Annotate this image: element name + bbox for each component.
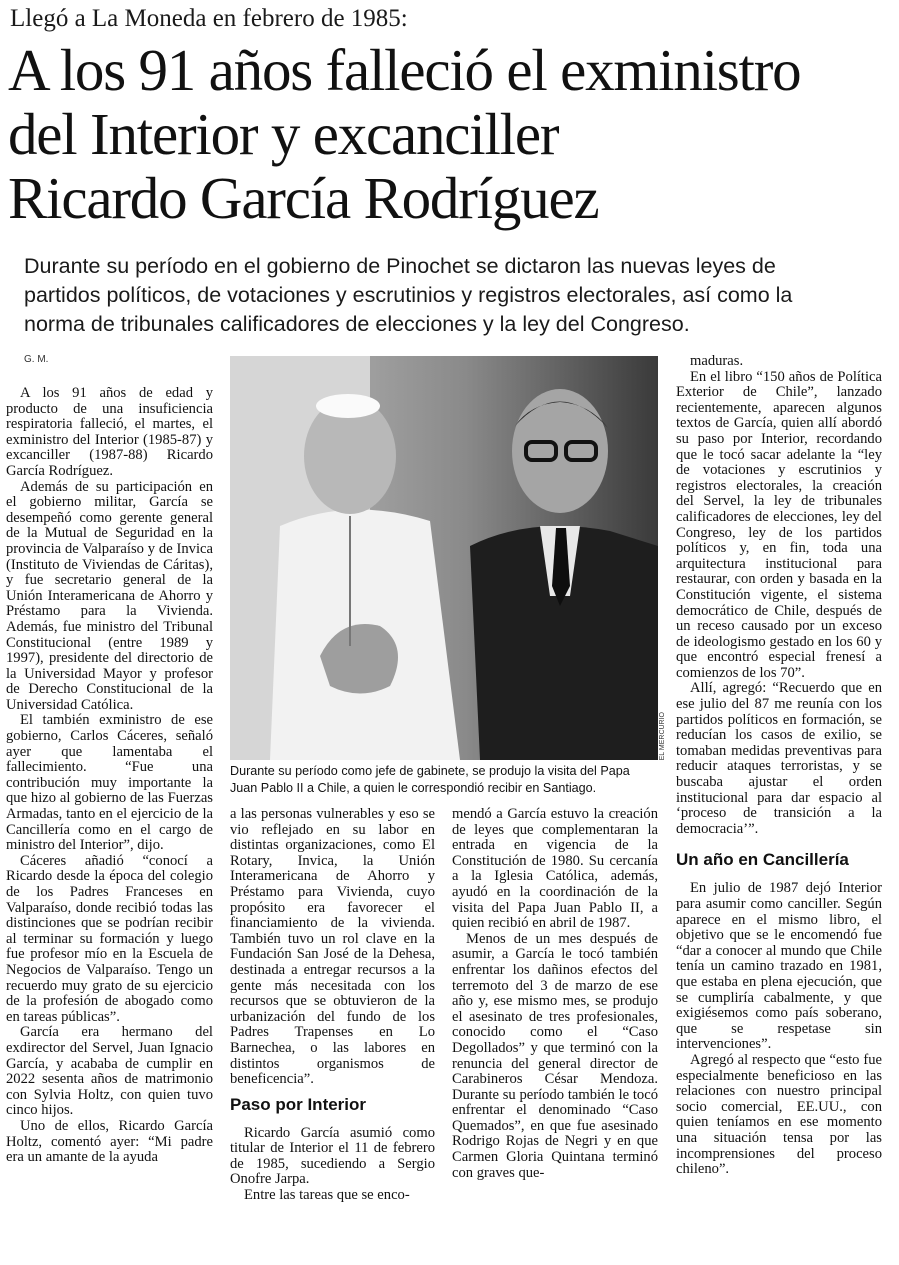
paragraph: Cáceres añadió “conocí a Ricardo desde la época del colegio de los Padres Franceses en Valparaíso, donde recibió todas las distinciones que se podrían recibir al terminar su formación y luego fue profesor mío en la Escuela de Negocios de Valparaíso. Tengo un recuerdo muy grato de su ejercicio de la profesión de abogado como en tareas públicas”.	[6, 852, 213, 1025]
column-1	[6, 386, 213, 1166]
paragraph: A los 91 años de edad y producto de una insuficiencia respiratoria falleció, el martes, el exministro del Interior (1985-87) y excanciller (1987-88) Ricardo García Rodríguez.	[6, 385, 213, 479]
column-3	[452, 807, 658, 1181]
deck-line: Durante su período en el gobierno de Pinochet se dictaron las nuevas leyes de	[24, 254, 776, 278]
news-photo	[230, 356, 658, 760]
headline-line: del Interior y excanciller	[8, 101, 559, 167]
paragraph: En julio de 1987 dejó Interior para asumir como canciller. Según aparece en el mismo libro, el objetivo que se le encomendó fue “dar a conocer al mundo que Chile tenía un camino trazado en 1981, que estaba en plena ejecución, que se cumpliría cabalmente, y que exigiésemos como país soberano, que se respetase sin intervenciones”.	[676, 880, 882, 1053]
deck-line: partidos políticos, de votaciones y escrutinios y registros electorales, así como la	[24, 283, 793, 307]
photo-caption: Durante su período como jefe de gabinete, se produjo la visita del Papa Juan Pablo II a Chile, a quien le correspondió recibir en Santiago.	[230, 764, 630, 795]
subhead-cancilleria: Un año en Cancillería	[676, 850, 849, 870]
deck-line: norma de tribunales calificadores de elecciones y la ley del Congreso.	[24, 312, 690, 336]
paragraph: Ricardo García asumió como titular de Interior el 11 de febrero de 1985, sucediendo a Sergio Onofre Jarpa.	[230, 1124, 435, 1188]
headline	[8, 38, 888, 230]
column-2	[230, 807, 435, 1204]
headline-line: Ricardo García Rodríguez	[8, 165, 599, 231]
subhead-interior: Paso por Interior	[230, 1094, 367, 1114]
paragraph: Allí, agregó: “Recuerdo que en ese julio del 87 me reunía con los partidos políticos en formación, se reducían los casos de exilio, se tomaban medidas preventivas para reducir ataques terroristas, y se buscaba ajustar el orden institucional para dar espacio al ‘proceso de transición a la democracia’”.	[676, 680, 882, 837]
paragraph: maduras.	[690, 353, 744, 369]
paragraph: García era hermano del exdirector del Servel, Juan Ignacio García, y acababa de cumplir en 2022 sesenta años de matrimonio con Sylvia Holtz, con quien tuvo cinco hijos.	[6, 1024, 213, 1119]
byline: G. M.	[24, 354, 49, 365]
paragraph: Entre las tareas que se enco-	[244, 1187, 410, 1204]
paragraph: Menos de un mes después de asumir, a García le tocó también enfrentar los dañinos efectos del terremoto del 3 de marzo de ese año y, ese mismo mes, se produjo el asesinato de tres profesionales, conocido como el “Caso Degollados” y que terminó con la renuncia del general director de Carabineros César Mendoza. Durante su período también le tocó enfrentar el denominado “Caso Quemados”, en que fue asesinado Rodrigo Rojas de Negri y en que Carmen Gloria Quintana terminó con graves que-	[452, 930, 658, 1181]
paragraph: El también exministro de ese gobierno, Carlos Cáceres, señaló ayer que lamentaba el fallecimiento. “Fue una contribución muy importante la que hizo al gobierno de las Fuerzas Armadas, tanto en el ejercicio de la Cancillería como en el cargo de ministro del Interior”, dijo.	[6, 712, 213, 854]
column-4	[676, 354, 882, 1178]
photo-illustration	[230, 356, 658, 760]
photo-credit: EL MERCURIO	[659, 712, 666, 761]
paragraph: Además de su participación en el gobierno militar, García se desempeñó como gerente general de la Mutual de Seguridad en la provincia de Valparaíso y de Invica (Instituto de Viviendas de Cáritas), y fue secretario general de la Unión Interamericana de Ahorro y Préstamo para la Vivienda. Además, fue ministro del Tribunal Constitucional (entre 1989 y 1997), presidente del directorio de la Universidad Mayor y profesor de Derecho Constitucional de la Universidad Católica.	[6, 478, 213, 713]
paragraph: En el libro “150 años de Política Exterior de Chile”, lanzado recientemente, aparecen algunos textos de García, quien allí abordó su paso por Interior, recordando que le tocó sacar adelante la “ley de votaciones y escrutinios y registros electorales, la creación del Servel, la ley de tribunales calificadores de elecciones, ley del Congreso, ley de los partidos políticos y, en fin, toda una arquitectura institucional para restaurar, con orden y basada en la Constitución vigente, el sistema democrático de Chile, después de un receso causado por un exceso de ideologismo gestado en los 60 y que encontró especial frenesí a comienzos de los 70”.	[676, 368, 882, 681]
kicker: Llegó a La Moneda en febrero de 1985:	[10, 5, 408, 32]
deck-summary	[24, 252, 874, 339]
paragraph: Agregó al respecto que “esto fue especialmente beneficioso en las relaciones con nuestro principal socio comercial, EE.UU., con quien teníamos en ese momento una situación tensa por las incomprensiones del proceso chileno”.	[676, 1051, 882, 1178]
paragraph: Uno de ellos, Ricardo García Holtz, comentó ayer: “Mi padre era un amante de la ayuda	[6, 1117, 213, 1166]
headline-line: A los 91 años falleció el exministro	[8, 37, 801, 103]
paragraph: a las personas vulnerables y eso se vio reflejado en su labor en distintas organizaciones, como El Rotary, Invica, la Unión Interamericana de Ahorro y Préstamo para Vivienda, cuyo propósito era favorecer el financiamiento de la vivienda. También tuvo un rol clave en la Fundación San José de la Dehesa, destinada a entregar recursos a la gente más necesitada con los recursos que se obtuvieron de la urbanización del fundo de los Padres Trapenses en Lo Barnechea, o las labores en distintos organismos de beneficencia”.	[230, 806, 435, 1088]
paragraph: mendó a García estuvo la creación de leyes que complementaran la entrada en vigencia de la Constitución de 1980. Su cercanía a la Iglesia Católica, además, ayudó en la coordinación de la visita del Papa Juan Pablo II, a quien recibió en abril de 1987.	[452, 806, 658, 932]
